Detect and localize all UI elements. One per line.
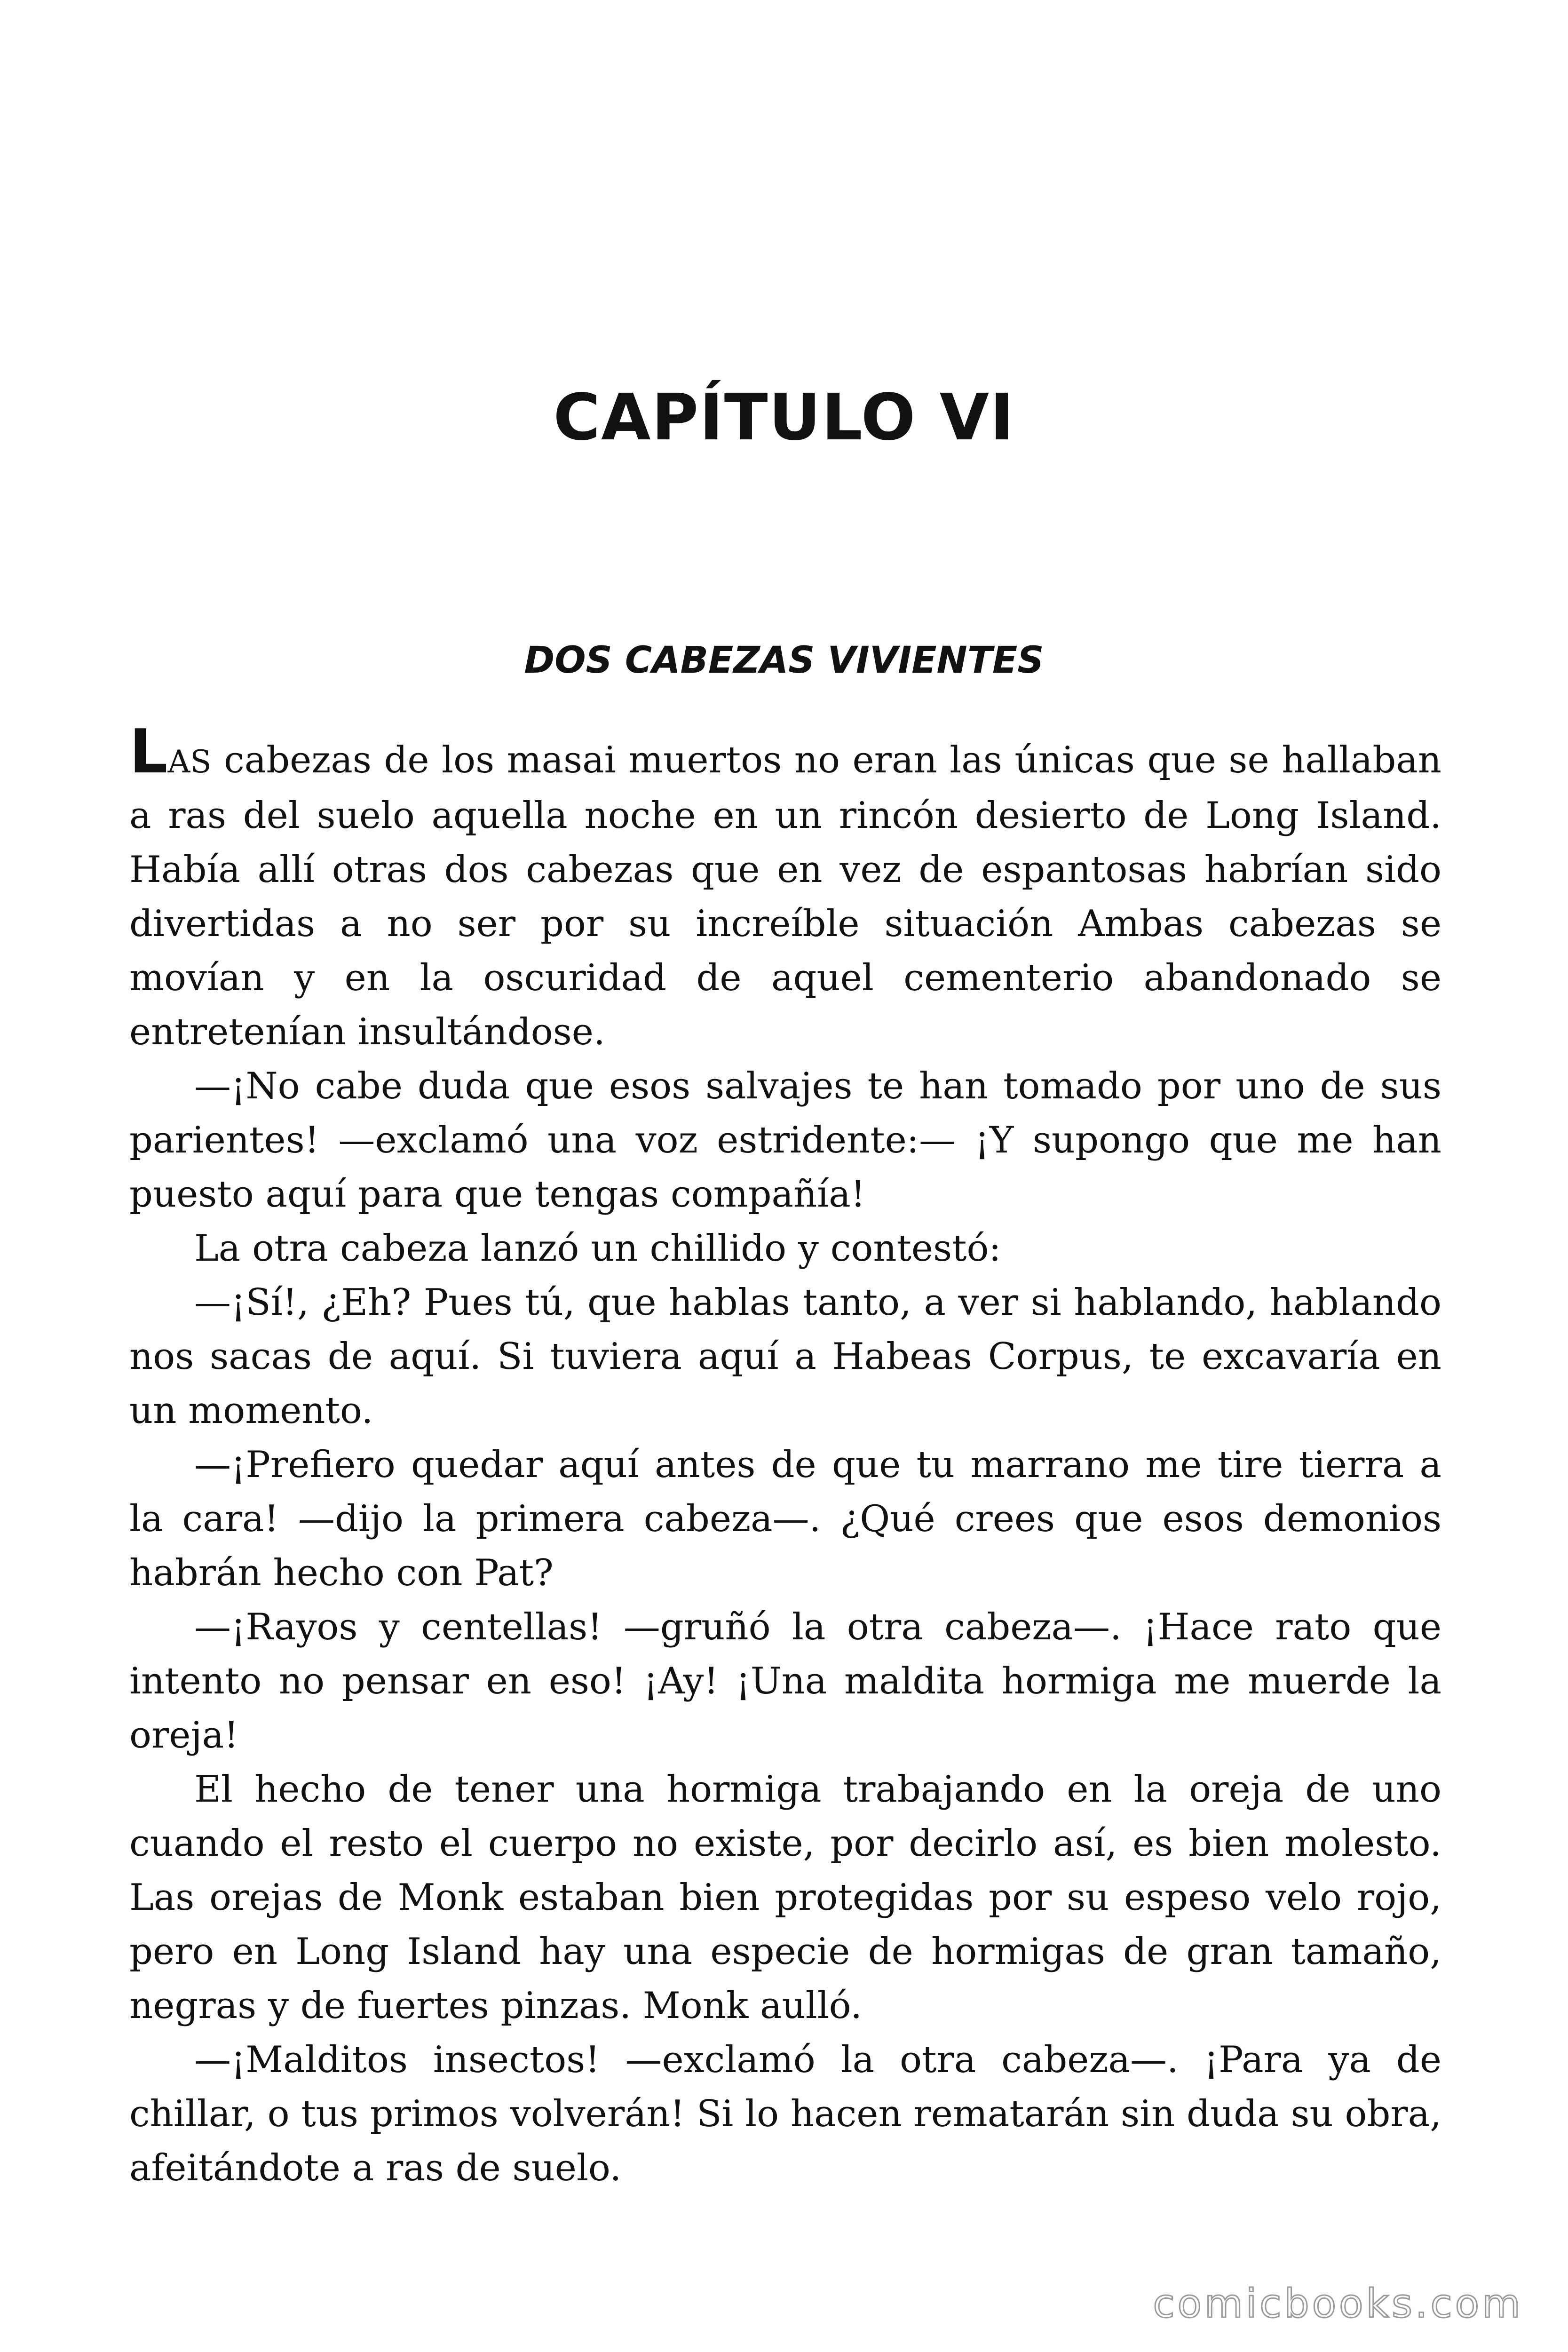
paragraph: El hecho de tener una hormiga trabajando en la oreja de uno cuando el resto el cuerpo no existe, por decirlo así, es bien molesto. Las orejas de Monk estaban bien protegidas por su espeso velo rojo, pero en Long Island hay una especie de hormigas de gran tamaño, negras y de fuertes pinzas. Monk aulló. [129,1768,1441,2027]
first-paragraph-text: cabezas de los masai muertos no eran las únicas que se hallaban a ras del suelo aquella noche en un rincón desierto de Long Island. Había allí otras dos cabezas que en vez de espantosas habrían sido divertidas a no ser por su increíble situación Ambas cabezas se movían y en la oscuridad de aquel cementerio abandonado se entretenían insultándose. [129,739,1441,1053]
drop-cap: L [129,717,168,787]
first-paragraph [129,717,1441,1059]
paragraph: La otra cabeza lanzó un chillido y contestó: [194,1227,1001,1270]
drop-cap-smallcaps: AS [167,744,212,780]
watermark: comicbooks.com [1153,2280,1523,2327]
paragraph: —¡Rayos y centellas! —gruñó la otra cabeza—. ¡Hace rato que intento no pensar en eso! ¡Ay! ¡Una maldita hormiga me muerde la oreja! [129,1606,1441,1756]
paragraph: —¡Malditos insectos! —exclamó la otra cabeza—. ¡Para ya de chillar, o tus primos volverán! Si lo hacen rematarán sin duda su obra, afeitándote a ras de suelo. [129,2039,1441,2189]
paragraph: —¡Prefiero quedar aquí antes de que tu marrano me tire tierra a la cara! —dijo la primera cabeza—. ¿Qué crees que esos demonios habrán hecho con Pat? [129,1444,1441,1594]
section-title: DOS CABEZAS VIVIENTES [524,639,1044,682]
chapter-title: CAPÍTULO VI [553,381,1015,455]
paragraph: —¡No cabe duda que esos salvajes te han tomado por uno de sus parientes! —exclamó una voz estridente:— ¡Y supongo que me han puesto aquí para que tengas compañía! [129,1065,1441,1216]
paragraph: —¡Sí!, ¿Eh? Pues tú, que hablas tanto, a ver si hablando, hablando nos sacas de aquí. Si tuviera aquí a Habeas Corpus, te excavaría en un momento. [129,1281,1441,1432]
body-text [129,717,1441,2195]
